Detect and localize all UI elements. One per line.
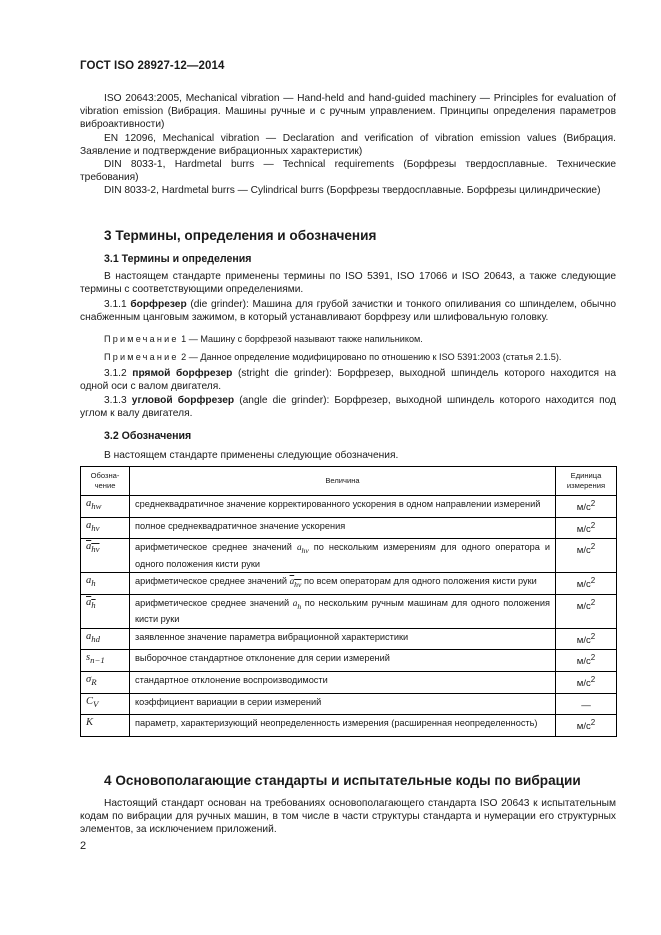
- quantity-cell: параметр, характеризующий неопределенность измерения (расширенная неопределенность): [130, 715, 556, 737]
- term-name: прямой борфрезер: [132, 368, 233, 379]
- note-label: Примечание: [104, 352, 179, 362]
- term-number: 3.1.2: [104, 368, 127, 379]
- note-2: [104, 351, 616, 363]
- table-row: [81, 650, 617, 672]
- term-name: угловой борфрезер: [131, 395, 235, 406]
- section-3-title: 3 Термины, определения и обозначения: [104, 228, 377, 243]
- unit-cell: —: [556, 693, 617, 715]
- unit-cell: $м/с^2$: [556, 539, 617, 573]
- term-number: 3.1.3: [104, 395, 127, 406]
- note-1: [104, 333, 616, 345]
- symbol-cell: $a_h$: [81, 573, 130, 595]
- term-number: 3.1.1: [104, 299, 127, 310]
- quantity-cell: арифметическое среднее значений $a_h$ по нескольким ручным машинам для одного положения кисти руки: [130, 594, 556, 628]
- unit-cell: $м/с^2$: [556, 672, 617, 694]
- symbol-cell: $a_{hv}$: [81, 539, 130, 573]
- note-label: Примечание: [104, 334, 179, 344]
- column-header-symbol: Обозна- чение: [81, 467, 130, 496]
- quantity-cell: выборочное стандартное отклонение для серии измерений: [130, 650, 556, 672]
- unit-cell: $м/с^2$: [556, 517, 617, 539]
- table-row: [81, 715, 617, 737]
- symbol-cell: $\sigma_R$: [81, 672, 130, 694]
- table-row: [81, 628, 617, 650]
- quantity-cell: стандартное отклонение воспроизводимости: [130, 672, 556, 694]
- symbol-cell: $a_{hd}$: [81, 628, 130, 650]
- unit-cell: $м/с^2$: [556, 573, 617, 595]
- term-3-1-3: [80, 394, 616, 420]
- subsection-3-2-title: 3.2 Обозначения: [104, 430, 192, 442]
- symbol-cell: $C_V$: [81, 693, 130, 715]
- reference-item: DIN 8033-1, Hardmetal burrs — Technical requirements (Борфрезы твердосплавные. Технические требования): [80, 159, 616, 184]
- quantity-cell: коэффициент вариации в серии измерений: [130, 693, 556, 715]
- term-definition: (die grinder): Машина для грубой зачистки и тонкого опиливания со шпинделем, обычно снабженным цанговым зажимом, в который устанавливают борфрезу или шлифовальную головку.: [80, 299, 616, 324]
- symbol-cell: K: [81, 715, 130, 737]
- page-number: 2: [80, 840, 87, 852]
- column-header-unit: Единица измерения: [556, 467, 617, 496]
- unit-cell: $м/с^2$: [556, 496, 617, 518]
- document-header: ГОСТ ISO 28927-12—2014: [80, 60, 225, 72]
- quantity-cell: заявленное значение параметра вибрационной характеристики: [130, 628, 556, 650]
- unit-cell: $м/с^2$: [556, 628, 617, 650]
- quantity-cell: арифметическое среднее значений $a_{hv}$ по всем операторам для одного положения кисти руки: [130, 573, 556, 595]
- unit-cell: $м/с^2$: [556, 715, 617, 737]
- term-name: борфрезер: [130, 299, 187, 310]
- table-header-row: [81, 467, 617, 496]
- table-row: [81, 594, 617, 628]
- table-row: [81, 693, 617, 715]
- symbol-cell: $a_h$: [81, 594, 130, 628]
- table-row: [81, 672, 617, 694]
- symbol-cell: $a_{hv}$: [81, 517, 130, 539]
- unit-cell: $м/с^2$: [556, 594, 617, 628]
- symbols-intro: В настоящем стандарте применены следующие обозначения.: [104, 450, 399, 461]
- section-4-text: Настоящий стандарт основан на требованиях основополагающего стандарта ISO 20643 к испытательным кодам по вибрации для ручных машин, в том числе в части структуры стандарта и нумерации его структурных элементов, за исключением приложений.: [80, 798, 616, 836]
- table-row: [81, 496, 617, 518]
- quantity-cell: полное среднеквадратичное значение ускорения: [130, 517, 556, 539]
- reference-item: DIN 8033-2, Hardmetal burrs — Cylindrical burrs (Борфрезы твердосплавные. Борфрезы цилиндрические): [104, 185, 601, 197]
- subsection-3-1-title: 3.1 Термины и определения: [104, 253, 252, 265]
- section-4-title: 4 Основополагающие стандарты и испытательные коды по вибрации: [104, 773, 581, 788]
- term-definition: (angle die grinder): Борфрезер, выходной шпиндель которого находится под углом к валу двигателя.: [80, 395, 616, 420]
- reference-item: EN 12096, Mechanical vibration — Declaration and verification of vibration emission values (Вибрация. Заявление и подтверждение вибрационных характеристик): [80, 132, 616, 157]
- table-row: [81, 517, 617, 539]
- quantity-cell: среднеквадратичное значение корректированного ускорения в одном направлении измерений: [130, 496, 556, 518]
- symbols-table: [80, 466, 617, 737]
- normative-references: [80, 92, 616, 198]
- term-3-1-1: [80, 298, 616, 324]
- note-text: 2 — Данное определение модифицировано по отношению к ISO 5391:2003 (статья 2.1.5).: [181, 352, 562, 362]
- quantity-cell: арифметическое среднее значений $a_{hv}$ по нескольким измерениям для одного оператора и одного положения кисти руки: [130, 539, 556, 573]
- table-row: [81, 539, 617, 573]
- symbol-cell: $a_{hw}$: [81, 496, 130, 518]
- terms-intro: В настоящем стандарте применены термины по ISO 5391, ISO 17066 и ISO 20643, а также следующие термины с соответствующими определениями.: [80, 271, 616, 296]
- term-definition: (stright die grinder): Борфрезер, выходной шпиндель которого находится на одной оси с валом двигателя.: [80, 368, 616, 393]
- note-text: 1 — Машину с борфрезой называют также напильником.: [181, 334, 423, 344]
- unit-cell: $м/с^2$: [556, 650, 617, 672]
- reference-item: ISO 20643:2005, Mechanical vibration — Hand-held and hand-guided machinery — Principles for evaluation of vibration emission (Вибрация. Машины ручные и с ручным управлением. Принципы определения параметров виброактивности): [80, 93, 616, 131]
- table-row: [81, 573, 617, 595]
- column-header-quantity: Величина: [130, 467, 556, 496]
- term-3-1-2: [80, 367, 616, 393]
- symbol-cell: $s_{n-1}$: [81, 650, 130, 672]
